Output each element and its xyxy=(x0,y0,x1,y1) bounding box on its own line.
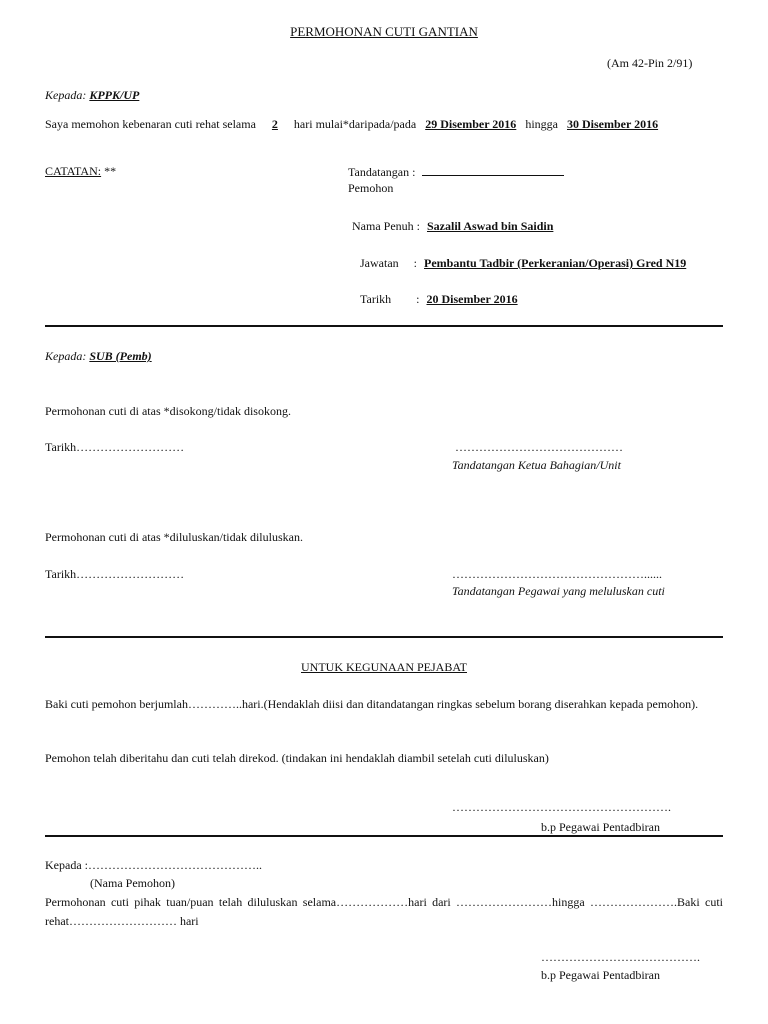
notes-label xyxy=(45,164,116,179)
admin-signature-dots: ………………………………………………. xyxy=(452,800,671,814)
position-label: Jawatan xyxy=(360,256,399,270)
end-date: 30 Disember 2016 xyxy=(566,117,659,131)
notified-text: Pemohon telah diberitahu dan cuti telah direkod. (tindakan ini hendaklah diambil setelah cuti diluluskan) xyxy=(45,751,549,765)
support-date: Tarikh……………………… xyxy=(45,440,185,454)
full-name-row xyxy=(352,219,553,234)
catatan-suffix: ** xyxy=(104,164,117,178)
admin-signature-caption: b.p Pegawai Pentadbiran xyxy=(541,820,660,834)
section-divider-2 xyxy=(45,636,723,638)
leave-balance-text: Baki cuti pemohon berjumlah…………..hari.(Hendaklah diisi dan ditandatangan ringkas sebelum borang diserahkan kepada pemohon). xyxy=(45,697,699,711)
applicant-name-caption: (Nama Pemohon) xyxy=(90,876,175,890)
section-divider-3 xyxy=(45,835,723,837)
recipient-value: KPPK/UP xyxy=(89,88,140,102)
signature-line xyxy=(422,164,564,176)
approver-signature-dots: …………………………………………...... xyxy=(452,567,662,581)
admin-signature-caption-2: b.p Pegawai Pentadbiran xyxy=(541,968,660,982)
recipient-line-1 xyxy=(45,88,139,103)
admin-signature-dots-2: …………………………………. xyxy=(541,950,700,964)
recipient-label: Kepada: xyxy=(45,88,87,102)
position-value: Pembantu Tadbir (Perkeranian/Operasi) Gred N19 xyxy=(424,256,687,270)
approval-date: Tarikh……………………… xyxy=(45,567,185,581)
request-prefix: Saya memohon kebenaran cuti rehat selama xyxy=(45,117,256,131)
full-name-value: Sazalil Aswad bin Saidin xyxy=(427,219,554,233)
leave-days: 2 xyxy=(271,117,278,131)
head-signature-dots: …………………………………… xyxy=(455,440,623,454)
request-mid: hari mulai*daripada/pada xyxy=(293,117,417,131)
request-sentence xyxy=(45,117,658,132)
approver-signature-caption: Tandatangan Pegawai yang meluluskan cuti xyxy=(452,584,665,598)
applicant-signature-row xyxy=(348,164,564,180)
support-statement: Permohonan cuti di atas *disokong/tidak disokong. xyxy=(45,404,291,418)
signature-label-2: Pemohon xyxy=(348,181,394,195)
date-row xyxy=(360,292,518,307)
form-reference: (Am 42-Pin 2/91) xyxy=(607,56,693,70)
office-use-heading: UNTUK KEGUNAAN PEJABAT xyxy=(301,660,467,674)
catatan-label: CATATAN: xyxy=(45,164,102,178)
date-colon: : xyxy=(416,292,420,306)
date-value: 20 Disember 2016 xyxy=(426,292,518,306)
recipient-line-2 xyxy=(45,349,152,364)
signature-label: Tandatangan : xyxy=(348,165,416,179)
recipient-label-2: Kepada: xyxy=(45,349,87,363)
date-label: Tarikh xyxy=(360,292,392,306)
approval-notice-text: Permohonan cuti pihak tuan/puan telah diluluskan selama………………hari dari ……………………hingga ………………….Baki cuti rehat……………………… hari xyxy=(45,895,723,928)
head-signature-caption: Tandatangan Ketua Bahagian/Unit xyxy=(452,458,621,472)
recipient-value-2: SUB (Pemb) xyxy=(89,349,152,363)
full-name-label: Nama Penuh : xyxy=(352,219,420,233)
until-label: hingga xyxy=(525,117,558,131)
approval-statement: Permohonan cuti di atas *diluluskan/tidak diluluskan. xyxy=(45,530,303,544)
position-colon: : xyxy=(413,256,417,270)
start-date: 29 Disember 2016 xyxy=(425,117,517,131)
form-title: PERMOHONAN CUTI GANTIAN xyxy=(290,24,478,39)
position-row xyxy=(360,256,686,271)
section-divider-1 xyxy=(45,325,723,327)
applicant-recipient-line: Kepada :…………………………………….. xyxy=(45,858,262,872)
